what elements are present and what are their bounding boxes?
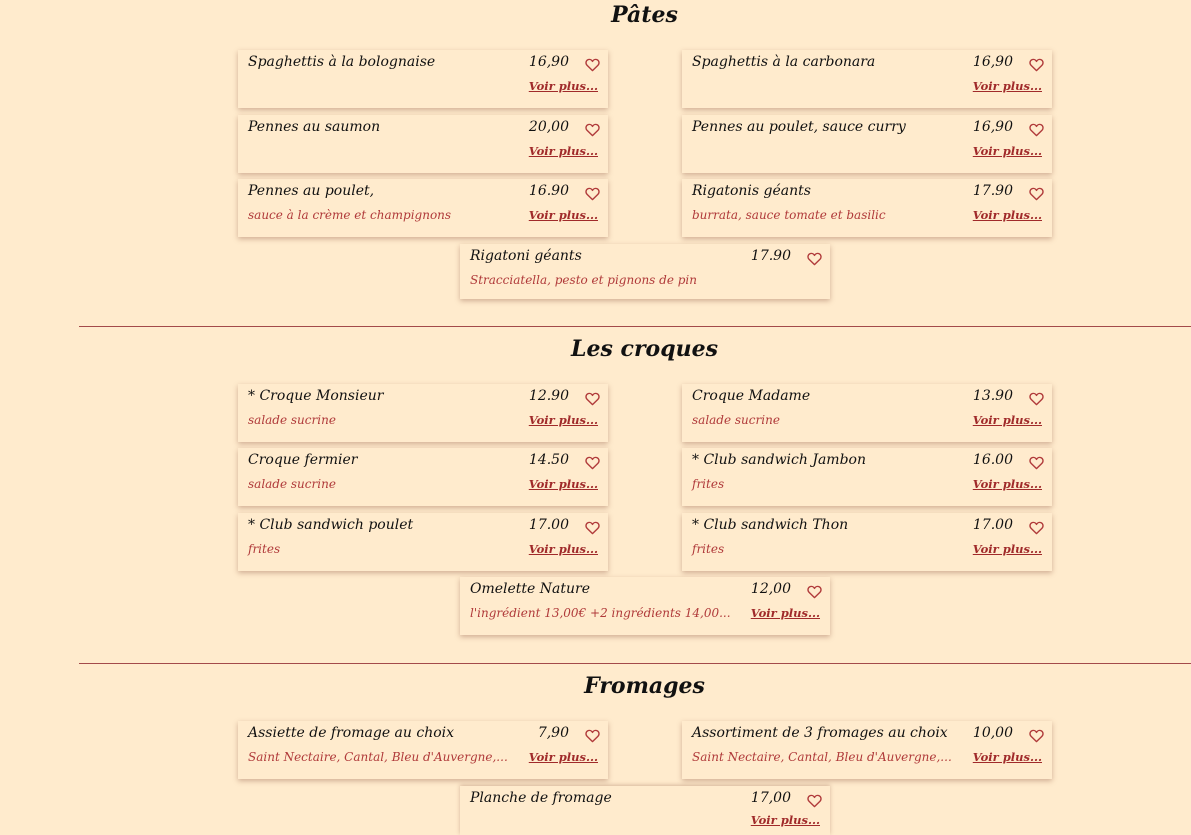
voir-plus-link[interactable]: Voir plus... [528, 144, 598, 158]
voir-plus-link[interactable]: Voir plus... [972, 542, 1042, 556]
heart-outline-icon[interactable] [1029, 729, 1044, 743]
item-price: 16,90 [972, 119, 1013, 135]
heart-outline-icon[interactable] [1029, 456, 1044, 470]
heart-outline-icon[interactable] [585, 187, 600, 201]
item-price: 14.50 [528, 452, 569, 468]
item-name: Spaghettis à la bolognaise [248, 54, 436, 70]
voir-plus-link[interactable]: Voir plus... [972, 208, 1042, 222]
menu-item-card[interactable] [682, 384, 1052, 442]
item-name: Rigatonis géants [692, 183, 811, 199]
menu-item-card[interactable] [682, 50, 1052, 108]
heart-outline-icon[interactable] [585, 123, 600, 137]
section-title-croques: Les croques [571, 336, 718, 362]
menu-item-card[interactable] [238, 115, 608, 173]
voir-plus-link[interactable]: Voir plus... [972, 413, 1042, 427]
heart-outline-icon[interactable] [1029, 123, 1044, 137]
menu-item-card[interactable] [238, 50, 608, 108]
section-divider [79, 663, 1191, 664]
voir-plus-link[interactable]: Voir plus... [528, 542, 598, 556]
heart-outline-icon[interactable] [585, 521, 600, 535]
item-description: frites [692, 542, 725, 556]
voir-plus-link[interactable]: Voir plus... [972, 477, 1042, 491]
voir-plus-link[interactable]: Voir plus... [528, 79, 598, 93]
item-price: 20,00 [528, 119, 569, 135]
menu-item-card[interactable] [682, 448, 1052, 506]
item-description: frites [248, 542, 281, 556]
menu-item-card[interactable] [682, 179, 1052, 237]
item-description: salade sucrine [248, 477, 336, 491]
item-name: Assiette de fromage au choix [248, 725, 455, 741]
item-price: 12,00 [750, 581, 791, 597]
item-description: Saint Nectaire, Cantal, Bleu d'Auvergne,... [692, 750, 952, 764]
item-description: frites [692, 477, 725, 491]
item-name: Croque Madame [692, 388, 811, 404]
item-description: l'ingrédient 13,00€ +2 ingrédients 14,00... [470, 606, 731, 620]
item-description: burrata, sauce tomate et basilic [692, 208, 886, 222]
heart-outline-icon[interactable] [1029, 58, 1044, 72]
item-description: Saint Nectaire, Cantal, Bleu d'Auvergne,... [248, 750, 508, 764]
menu-item-card[interactable] [682, 721, 1052, 779]
heart-outline-icon[interactable] [585, 729, 600, 743]
menu-item-card[interactable] [682, 513, 1052, 571]
menu-item-card[interactable] [460, 577, 830, 635]
item-name: Pennes au poulet, sauce curry [692, 119, 906, 135]
item-name: Omelette Nature [470, 581, 591, 597]
item-price: 17,00 [750, 790, 791, 806]
menu-item-card[interactable] [238, 513, 608, 571]
menu-item-card[interactable] [460, 244, 830, 299]
section-title-pates: Pâtes [611, 2, 678, 28]
item-price: 7,90 [537, 725, 569, 741]
heart-outline-icon[interactable] [585, 456, 600, 470]
item-description: Stracciatella, pesto et pignons de pin [470, 273, 697, 287]
voir-plus-link[interactable]: Voir plus... [972, 750, 1042, 764]
voir-plus-link[interactable]: Voir plus... [528, 413, 598, 427]
item-price: 13.90 [972, 388, 1013, 404]
voir-plus-link[interactable]: Voir plus... [972, 79, 1042, 93]
heart-outline-icon[interactable] [807, 252, 822, 266]
voir-plus-link[interactable]: Voir plus... [528, 208, 598, 222]
voir-plus-link[interactable]: Voir plus... [750, 813, 820, 827]
item-name: Assortiment de 3 fromages au choix [692, 725, 948, 741]
voir-plus-link[interactable]: Voir plus... [972, 144, 1042, 158]
item-price: 17.90 [750, 248, 791, 264]
item-description: salade sucrine [692, 413, 780, 427]
menu-item-card[interactable] [238, 384, 608, 442]
item-name: Pennes au saumon [248, 119, 381, 135]
item-price: 17.90 [972, 183, 1013, 199]
heart-outline-icon[interactable] [1029, 187, 1044, 201]
item-name: * Club sandwich Jambon [692, 452, 866, 468]
section-title-fromages: Fromages [584, 673, 705, 699]
item-price: 10,00 [972, 725, 1013, 741]
item-name: Planche de fromage [470, 790, 612, 806]
menu-item-card[interactable] [238, 179, 608, 237]
voir-plus-link[interactable]: Voir plus... [528, 750, 598, 764]
heart-outline-icon[interactable] [1029, 392, 1044, 406]
item-price: 17.00 [972, 517, 1013, 533]
item-price: 12.90 [528, 388, 569, 404]
heart-outline-icon[interactable] [585, 392, 600, 406]
item-name: * Club sandwich poulet [248, 517, 414, 533]
item-price: 16,90 [972, 54, 1013, 70]
menu-item-card[interactable] [460, 786, 830, 835]
item-price: 16.00 [972, 452, 1013, 468]
item-price: 17.00 [528, 517, 569, 533]
item-name: Pennes au poulet, [248, 183, 375, 199]
item-description: salade sucrine [248, 413, 336, 427]
heart-outline-icon[interactable] [807, 794, 822, 808]
item-name: Croque fermier [248, 452, 358, 468]
section-divider [79, 326, 1191, 327]
menu-item-card[interactable] [238, 721, 608, 779]
voir-plus-link[interactable]: Voir plus... [528, 477, 598, 491]
item-name: Rigatoni géants [470, 248, 582, 264]
item-name: * Club sandwich Thon [692, 517, 849, 533]
voir-plus-link[interactable]: Voir plus... [750, 606, 820, 620]
item-name: * Croque Monsieur [248, 388, 384, 404]
item-name: Spaghettis à la carbonara [692, 54, 876, 70]
heart-outline-icon[interactable] [1029, 521, 1044, 535]
menu-item-card[interactable] [238, 448, 608, 506]
item-price: 16.90 [528, 183, 569, 199]
item-price: 16,90 [528, 54, 569, 70]
heart-outline-icon[interactable] [585, 58, 600, 72]
menu-item-card[interactable] [682, 115, 1052, 173]
heart-outline-icon[interactable] [807, 585, 822, 599]
item-description: sauce à la crème et champignons [248, 208, 452, 222]
